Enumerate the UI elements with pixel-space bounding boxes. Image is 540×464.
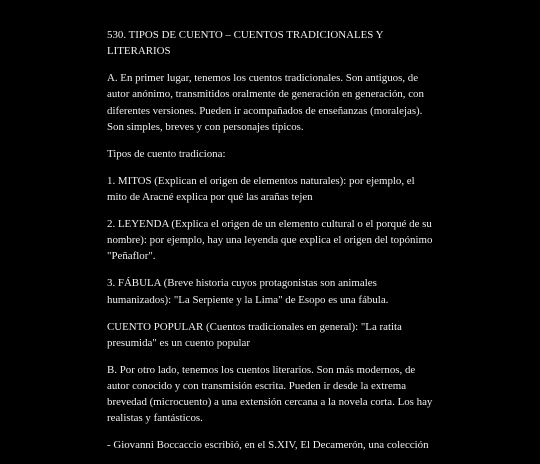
paragraph-leyenda: 2. LEYENDA (Explica el origen de un elemento cultural o el porqué de su nombre): por ejemplo, hay una leyenda que explica el origen del topónimo "Peñaflor". [107,218,433,263]
paragraph-cuento-popular: CUENTO POPULAR (Cuentos tradicionales en general): "La ratita presumida" es un cuento popular [107,320,402,349]
document-body [107,27,437,464]
paragraph-fabula: 3. FÁBULA (Breve historia cuyos protagonistas son animales humanizados): "La Serpiente y la Lima" de Esopo es una fábula. [107,277,389,306]
paragraph-literarios-intro: B. Por otro lado, tenemos los cuentos literarios. Son más modernos, de autor conocido y con transmisión escrita. Pueden ir desde la extrema brevedad (microcuento) a una extensión cercana a la novela corta. Los hay realistas y fantásticos. [107,363,433,425]
paragraph-boccaccio: - Giovanni Boccaccio escribió, en el S.XIV, El Decamerón, una colección [107,439,429,452]
paragraph-tipos-heading: Tipos de cuento tradiciona: [107,147,226,160]
paragraph-mitos: 1. MITOS (Explican el origen de elementos naturales): por ejemplo, el mito de Aracné explica por qué las arañas tejen [107,174,415,204]
document-title: 530. TIPOS DE CUENTO – CUENTOS TRADICIONALES Y LITERARIOS [107,29,384,58]
paragraph-tradicionales-intro: A. En primer lugar, tenemos los cuentos tradicionales. Son antiguos, de autor anónimo, transmitidos oralmente de generación en generación, con diferentes versiones. Pueden ir acompañados de enseñanzas (moralejas). Son simples, breves y con personajes típicos. [107,72,424,133]
